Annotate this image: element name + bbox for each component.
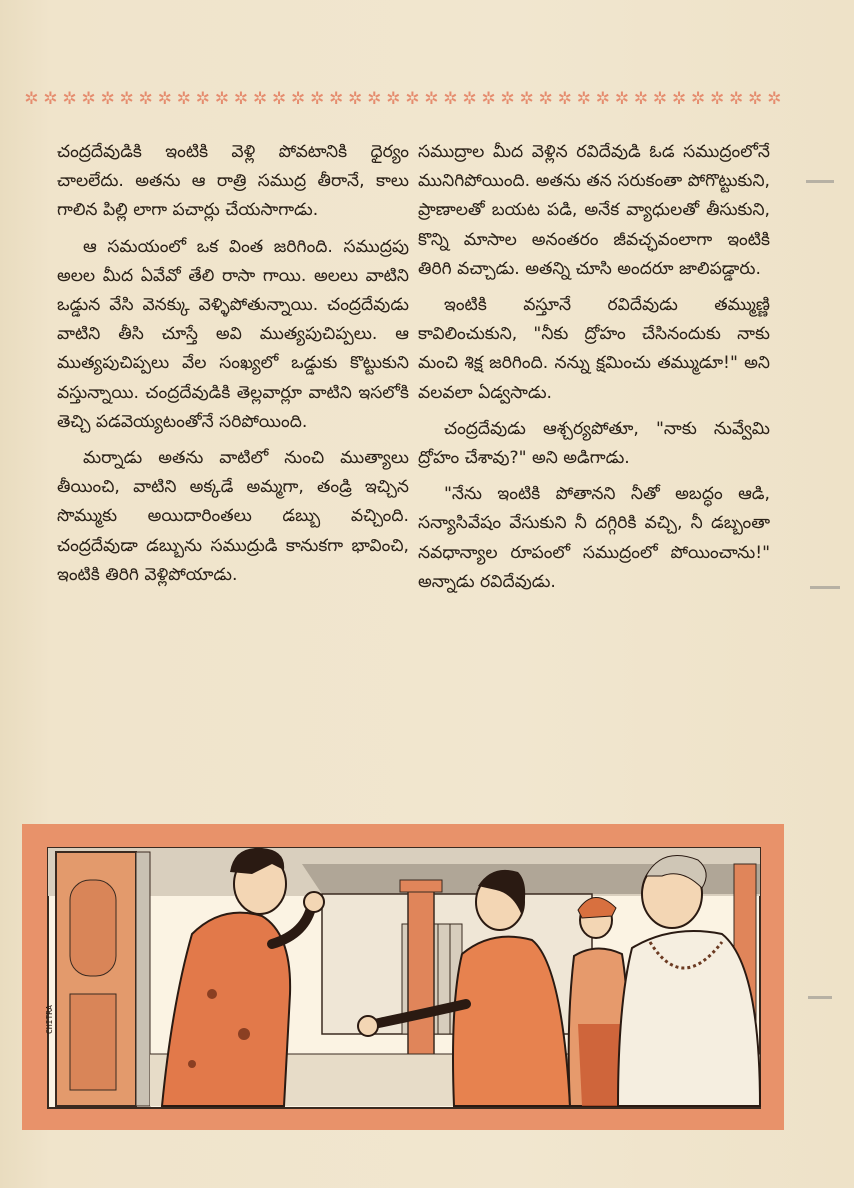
- border-star: ✲: [710, 89, 725, 109]
- border-star: ✲: [481, 89, 496, 109]
- paragraph: ఆ సమయంలో ఒక వింత జరిగింది. సముద్రపు అలల మీద ఏవేవో తేలి రాసా గాయి. అలలు వాటిని ఒడ్డున వేసి వెనక్కు వెళ్ళిపోతున్నాయి. చంద్రదేవుడు వాటిని తీసి చూస్తే అవి ముత్యపుచిప్పలు. ఆ ముత్యపుచిప్పలు వేల సంఖ్యలో ఒడ్డుకు కొట్టుకుని వస్తున్నాయి. చంద్రదేవుడికి తెల్లవార్లూ వాటిని ఇసలోకి తెచ్చి పడవెయ్యటంతోనే సరిపోయింది.: [57, 236, 409, 432]
- border-star: ✲: [614, 89, 630, 109]
- border-star: ✲: [405, 89, 420, 109]
- artist-signature: CHITRA: [45, 1005, 54, 1034]
- border-star: ✲: [767, 89, 782, 109]
- border-star: ✲: [519, 89, 534, 109]
- border-star: ✲: [671, 89, 687, 109]
- border-star: ✲: [500, 89, 515, 109]
- border-star: ✲: [748, 89, 763, 109]
- border-star: ✲: [100, 89, 115, 109]
- border-star: ✲: [138, 89, 153, 109]
- border-star: ✲: [595, 89, 611, 109]
- border-star: ✲: [81, 89, 96, 109]
- border-star: ✲: [424, 89, 439, 109]
- border-star: ✲: [252, 89, 268, 109]
- border-star: ✲: [557, 89, 572, 109]
- border-star: ✲: [443, 89, 458, 109]
- illustration-drawing: [22, 824, 784, 1130]
- border-star: ✲: [576, 89, 591, 109]
- border-star: ✲: [291, 89, 306, 109]
- border-star: ✲: [271, 89, 287, 109]
- decorative-star-border: [22, 88, 784, 110]
- border-star: ✲: [176, 89, 191, 109]
- paragraph: "నేను ఇంటికి పోతానని నీతో అబద్ధం ఆడి, సన్యాసివేషం వేసుకుని నీ దగ్గిరికి వచ్చి, నీ డబ్బంతా నవధాన్యాల రూపంలో సముద్రంలో పోయించాను!" అన్నాడు రవిదేవుడు.: [418, 484, 770, 592]
- border-star: ✲: [652, 89, 668, 109]
- border-star: ✲: [157, 89, 172, 109]
- border-star: ✲: [348, 89, 363, 109]
- paragraph: ఇంటికి వస్తూనే రవిదేవుడు తమ్ముణ్ణి కావిలించుకుని, "నీకు ద్రోహం చేసినందుకు నాకు మంచి శిక్ష జరిగింది. నన్ను క్షమించు తమ్ముడూ!" అని వలవలా ఏడ్వసాడు.: [418, 295, 770, 403]
- paragraph: చంద్రదేవుడికి ఇంటికి వెళ్లి పోవటానికి ధైర్యం చాలలేదు. అతను ఆ రాత్రి సముద్ర తీరానే, కాలు గాలిన పిల్లి లాగా పచార్లు చేయసాగాడు.: [57, 142, 409, 221]
- right-text-column: [418, 138, 770, 597]
- border-star: ✲: [233, 89, 249, 109]
- border-star: ✲: [538, 89, 553, 109]
- border-star: ✲: [24, 89, 39, 109]
- border-star: ✲: [367, 89, 382, 109]
- border-star: ✲: [329, 89, 344, 109]
- border-star: ✲: [462, 89, 477, 109]
- border-star: ✲: [310, 89, 325, 109]
- paragraph: చంద్రదేవుడు ఆశ్చర్యపోతూ, "నాకు నువ్వేమి ద్రోహం చేశావు?" అని అడిగాడు.: [418, 418, 770, 469]
- story-illustration: [22, 824, 784, 1130]
- border-star: ✲: [729, 89, 744, 109]
- border-star: ✲: [195, 89, 211, 109]
- border-star: ✲: [633, 89, 649, 109]
- border-star: ✲: [691, 89, 706, 109]
- scan-mark: [806, 180, 834, 183]
- border-star: ✲: [62, 89, 77, 109]
- border-star: ✲: [43, 89, 58, 109]
- border-star: ✲: [386, 89, 401, 109]
- left-text-column: [57, 138, 409, 590]
- scan-mark: [808, 996, 832, 999]
- scan-mark: [810, 586, 840, 589]
- border-star: ✲: [214, 89, 230, 109]
- paragraph: సముద్రాల మీద వెళ్లిన రవిదేవుడి ఓడ సముద్రంలోనే మునిగిపోయింది. అతను తన సరుకంతా పోగొట్టుకుని, ప్రాణాలతో బయట పడి, అనేక వ్యాధులతో తీసుకుని, కొన్ని మాసాల అనంతరం జీవచ్ఛవంలాగా ఇంటికి తిరిగి వచ్చాడు. అతన్ని చూసి అందరూ జాలిపడ్డారు.: [418, 142, 770, 279]
- border-star: ✲: [119, 89, 134, 109]
- paragraph: మర్నాడు అతను వాటిలో నుంచి ముత్యాలు తీయించి, వాటిని అక్కడే అమ్మగా, తండ్రి ఇచ్చిన సొమ్ముకు అయిదారింతలు డబ్బు వచ్చింది. చంద్రదేవుడా డబ్బును సముద్రుడి కానుకగా భావించి, ఇంటికి తిరిగి వెళ్లిపోయాడు.: [57, 448, 409, 585]
